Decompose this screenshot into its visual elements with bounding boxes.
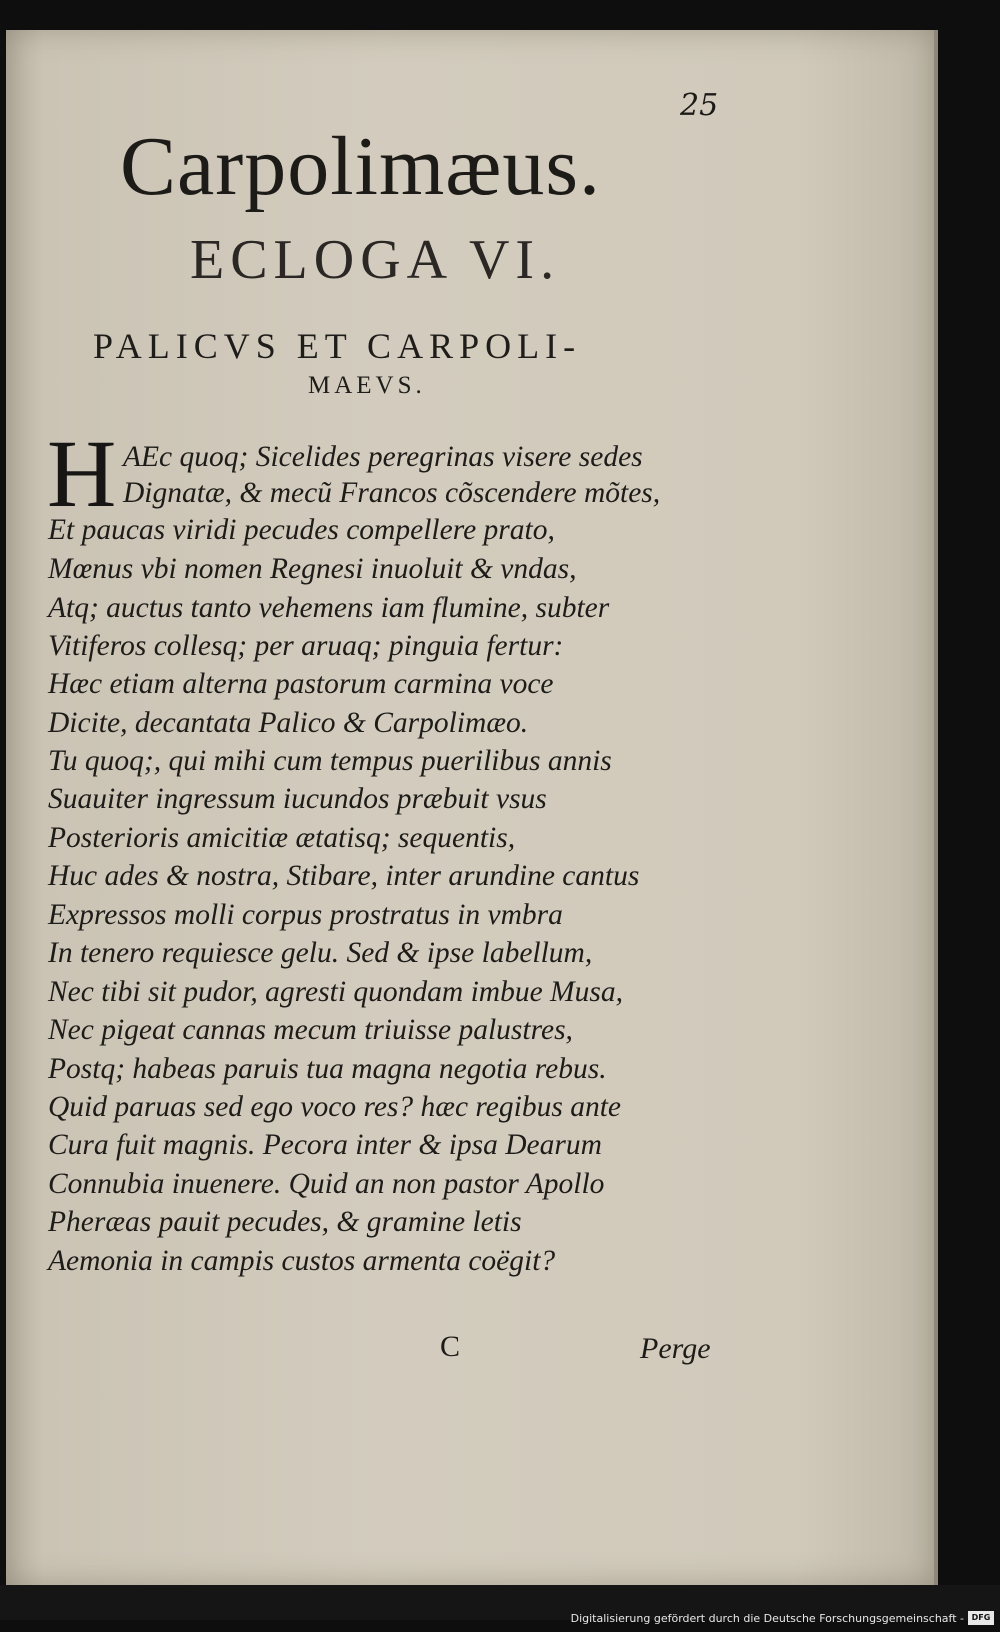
digitization-credit: Digitalisierung gefördert durch die Deutsche Forschungsgemeinschaft -: [570, 1612, 964, 1625]
verse-line-11: Posterioris amicitiæ ætatisq; sequentis,: [48, 822, 516, 854]
verse-line-22: Aemonia in campis custos armenta coëgit?: [48, 1245, 556, 1277]
speakers-line-2: MAEVS.: [308, 372, 426, 399]
page-title: Carpolimæus.: [120, 120, 602, 213]
verse-line-9: Tu quoq;, qui mihi cum tempus puerilibus annis: [48, 745, 612, 777]
verse-line-19: Cura fuit magnis. Pecora inter & ipsa Dearum: [48, 1129, 602, 1161]
ecloga-heading: ECLOGA VI.: [190, 229, 561, 291]
verse-line-14: In tenero requiesce gelu. Sed & ipse labellum,: [48, 937, 593, 969]
verse-line-17: Postq; habeas paruis tua magna negotia rebus.: [48, 1053, 607, 1085]
verse-line-5: Atq; auctus tanto vehemens iam flumine, subter: [48, 592, 610, 624]
catchword: Perge: [640, 1332, 711, 1365]
verse-line-6: Vitiferos collesq; per aruaq; pinguia fertur:: [48, 630, 564, 662]
verse-line-12: Huc ades & nostra, Stibare, inter arundine cantus: [48, 860, 640, 892]
page-number: 25: [680, 88, 719, 123]
verse-line-15: Nec tibi sit pudor, agresti quondam imbue Musa,: [48, 976, 623, 1008]
verse-line-8: Dicite, decantata Palico & Carpolimæo.: [48, 707, 529, 739]
verse-line-18: Quid paruas sed ego voco res? hæc regibus ante: [48, 1091, 621, 1123]
verse-line-4: Mœnus vbi nomen Regnesi inuoluit & vndas,: [48, 553, 577, 585]
verse-line-13: Expressos molli corpus prostratus in vmbra: [48, 899, 563, 931]
verse-line-3: Et paucas viridi pecudes compellere prato,: [48, 514, 555, 546]
verse-line-21: Pheræas pauit pecudes, & gramine letis: [48, 1206, 522, 1238]
verse-line-20: Connubia inuenere. Quid an non pastor Apollo: [48, 1168, 605, 1200]
verse-line-16: Nec pigeat cannas mecum triuisse palustres,: [48, 1014, 573, 1046]
verse-line-7: Hæc etiam alterna pastorum carmina voce: [48, 668, 554, 700]
verse-line-2: Dignatæ, & mecũ Francos cõscendere mõtes,: [123, 477, 661, 509]
verse-line-1: AEc quoq; Sicelides peregrinas visere sedes: [123, 441, 643, 473]
signature-mark: C: [440, 1330, 461, 1363]
speakers-line-1: PALICVS ET CARPOLI-: [93, 326, 582, 366]
drop-capital: H: [47, 420, 117, 527]
dfg-logo: DFG: [968, 1611, 994, 1625]
verse-line-10: Suauiter ingressum iucundos præbuit vsus: [48, 783, 547, 815]
